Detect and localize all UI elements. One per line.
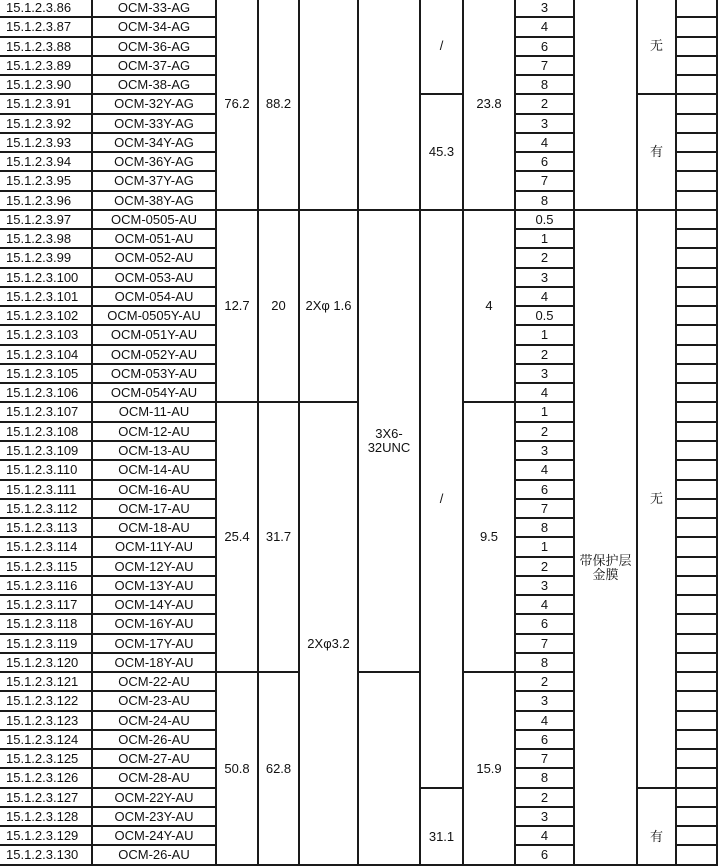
row-number-cell: 15.1.2.3.111 [0, 481, 93, 500]
quantity-cell: 4 [516, 596, 575, 615]
blank-cell [677, 558, 718, 577]
merged-cell-c7: 9.5 [464, 403, 516, 673]
blank-cell [677, 192, 718, 211]
merged-cell-c2: 25.4 [217, 403, 259, 673]
row-number-cell: 15.1.2.3.125 [0, 750, 93, 769]
row-number-cell: 15.1.2.3.128 [0, 808, 93, 827]
blank-cell [677, 461, 718, 481]
model-cell: OCM-12Y-AU [93, 558, 217, 577]
blank-cell [677, 153, 718, 172]
blank-cell [677, 38, 718, 57]
row-number-cell: 15.1.2.3.102 [0, 307, 93, 326]
row-number-cell: 15.1.2.3.117 [0, 596, 93, 615]
quantity-cell: 4 [516, 827, 575, 846]
quantity-cell: 0.5 [516, 211, 575, 230]
row-number-cell: 15.1.2.3.103 [0, 326, 93, 346]
blank-cell [677, 481, 718, 500]
merged-cell-c9: 带保护层金膜 [575, 211, 638, 866]
model-cell: OCM-26-AU [93, 846, 217, 866]
blank-cell [677, 500, 718, 519]
model-cell: OCM-051Y-AU [93, 326, 217, 346]
model-cell: OCM-24Y-AU [93, 827, 217, 846]
row-number-cell: 15.1.2.3.124 [0, 731, 93, 750]
model-cell: OCM-16-AU [93, 481, 217, 500]
row-number-cell: 15.1.2.3.91 [0, 95, 93, 115]
model-cell: OCM-14Y-AU [93, 596, 217, 615]
quantity-cell: 8 [516, 519, 575, 538]
quantity-cell: 2 [516, 249, 575, 269]
model-cell: OCM-12-AU [93, 423, 217, 442]
model-cell: OCM-16Y-AU [93, 615, 217, 635]
merged-cell-c9 [575, 0, 638, 211]
quantity-cell: 2 [516, 558, 575, 577]
blank-cell [677, 269, 718, 288]
blank-cell [677, 423, 718, 442]
blank-cell [677, 635, 718, 654]
quantity-cell: 6 [516, 38, 575, 57]
blank-cell [677, 731, 718, 750]
row-number-cell: 15.1.2.3.114 [0, 538, 93, 558]
model-cell: OCM-14-AU [93, 461, 217, 481]
blank-cell [677, 0, 718, 18]
quantity-cell: 7 [516, 635, 575, 654]
blank-cell [677, 307, 718, 326]
blank-cell [677, 712, 718, 731]
blank-cell [677, 346, 718, 365]
row-number-cell: 15.1.2.3.123 [0, 712, 93, 731]
quantity-cell: 2 [516, 423, 575, 442]
quantity-cell: 4 [516, 288, 575, 307]
row-number-cell: 15.1.2.3.92 [0, 115, 93, 134]
blank-cell [677, 230, 718, 249]
row-number-cell: 15.1.2.3.130 [0, 846, 93, 866]
row-number-cell: 15.1.2.3.121 [0, 673, 93, 692]
blank-cell [677, 384, 718, 403]
blank-cell [677, 654, 718, 673]
quantity-cell: 2 [516, 346, 575, 365]
model-cell: OCM-34Y-AG [93, 134, 217, 153]
quantity-cell: 3 [516, 269, 575, 288]
merged-cell-c7: 4 [464, 211, 516, 403]
row-number-cell: 15.1.2.3.100 [0, 269, 93, 288]
merged-cell-c6: 45.3 [421, 95, 464, 211]
model-cell: OCM-052-AU [93, 249, 217, 269]
row-number-cell: 15.1.2.3.129 [0, 827, 93, 846]
blank-cell [677, 750, 718, 769]
model-cell: OCM-13-AU [93, 442, 217, 461]
row-number-cell: 15.1.2.3.107 [0, 403, 93, 423]
merged-cell-c4 [300, 0, 359, 211]
blank-cell [677, 846, 718, 866]
model-cell: OCM-0505-AU [93, 211, 217, 230]
model-cell: OCM-37-AG [93, 57, 217, 76]
quantity-cell: 4 [516, 384, 575, 403]
model-cell: OCM-0505Y-AU [93, 307, 217, 326]
quantity-cell: 8 [516, 192, 575, 211]
merged-cell-c5: 3X6-32UNC [359, 211, 421, 673]
row-number-cell: 15.1.2.3.126 [0, 769, 93, 789]
model-cell: OCM-33Y-AG [93, 115, 217, 134]
quantity-cell: 3 [516, 442, 575, 461]
quantity-cell: 6 [516, 846, 575, 866]
model-cell: OCM-18-AU [93, 519, 217, 538]
quantity-cell: 4 [516, 18, 575, 38]
blank-cell [677, 95, 718, 115]
merged-cell-c3: 88.2 [259, 0, 300, 211]
model-cell: OCM-37Y-AG [93, 172, 217, 192]
row-number-cell: 15.1.2.3.98 [0, 230, 93, 249]
model-cell: OCM-38Y-AG [93, 192, 217, 211]
model-cell: OCM-24-AU [93, 712, 217, 731]
quantity-cell: 6 [516, 481, 575, 500]
row-number-cell: 15.1.2.3.97 [0, 211, 93, 230]
blank-cell [677, 442, 718, 461]
quantity-cell: 6 [516, 153, 575, 172]
row-number-cell: 15.1.2.3.89 [0, 57, 93, 76]
row-number-cell: 15.1.2.3.113 [0, 519, 93, 538]
model-cell: OCM-23-AU [93, 692, 217, 712]
quantity-cell: 1 [516, 403, 575, 423]
quantity-cell: 0.5 [516, 307, 575, 326]
blank-cell [677, 827, 718, 846]
quantity-cell: 8 [516, 769, 575, 789]
model-cell: OCM-053Y-AU [93, 365, 217, 384]
blank-cell [677, 115, 718, 134]
row-number-cell: 15.1.2.3.93 [0, 134, 93, 153]
blank-cell [677, 211, 718, 230]
merged-cell-c3: 31.7 [259, 403, 300, 673]
quantity-cell: 4 [516, 134, 575, 153]
blank-cell [677, 326, 718, 346]
row-number-cell: 15.1.2.3.115 [0, 558, 93, 577]
row-number-cell: 15.1.2.3.120 [0, 654, 93, 673]
quantity-cell: 3 [516, 808, 575, 827]
blank-cell [677, 57, 718, 76]
row-number-cell: 15.1.2.3.94 [0, 153, 93, 172]
quantity-cell: 8 [516, 76, 575, 95]
row-number-cell: 15.1.2.3.86 [0, 0, 93, 18]
model-cell: OCM-13Y-AU [93, 577, 217, 596]
row-number-cell: 15.1.2.3.99 [0, 249, 93, 269]
model-cell: OCM-32Y-AG [93, 95, 217, 115]
row-number-cell: 15.1.2.3.96 [0, 192, 93, 211]
blank-cell [677, 172, 718, 192]
model-cell: OCM-23Y-AU [93, 808, 217, 827]
model-cell: OCM-33-AG [93, 0, 217, 18]
merged-cell-c4: 2Xφ 1.6 [300, 211, 359, 403]
blank-cell [677, 18, 718, 38]
row-number-cell: 15.1.2.3.119 [0, 635, 93, 654]
row-number-cell: 15.1.2.3.118 [0, 615, 93, 635]
quantity-cell: 2 [516, 789, 575, 808]
row-number-cell: 15.1.2.3.104 [0, 346, 93, 365]
row-number-cell: 15.1.2.3.112 [0, 500, 93, 519]
blank-cell [677, 615, 718, 635]
blank-cell [677, 249, 718, 269]
row-number-cell: 15.1.2.3.95 [0, 172, 93, 192]
quantity-cell: 1 [516, 326, 575, 346]
blank-cell [677, 673, 718, 692]
quantity-cell: 3 [516, 115, 575, 134]
blank-cell [677, 403, 718, 423]
model-cell: OCM-22Y-AU [93, 789, 217, 808]
merged-cell-c2: 76.2 [217, 0, 259, 211]
quantity-cell: 4 [516, 712, 575, 731]
model-cell: OCM-22-AU [93, 673, 217, 692]
quantity-cell: 7 [516, 750, 575, 769]
blank-cell [677, 538, 718, 558]
blank-cell [677, 577, 718, 596]
model-cell: OCM-28-AU [93, 769, 217, 789]
merged-cell-c4: 2Xφ3.2 [300, 403, 359, 866]
row-number-cell: 15.1.2.3.101 [0, 288, 93, 307]
merged-cell-c7: 23.8 [464, 0, 516, 211]
row-number-cell: 15.1.2.3.106 [0, 384, 93, 403]
model-cell: OCM-054-AU [93, 288, 217, 307]
merged-cell-c10: 有 [638, 95, 677, 211]
blank-cell [677, 134, 718, 153]
merged-cell-c6: / [421, 0, 464, 95]
quantity-cell: 7 [516, 57, 575, 76]
blank-cell [677, 76, 718, 95]
merged-cell-c6: 31.1 [421, 789, 464, 866]
quantity-cell: 1 [516, 538, 575, 558]
model-cell: OCM-053-AU [93, 269, 217, 288]
merged-cell-c2: 50.8 [217, 673, 259, 866]
quantity-cell: 3 [516, 577, 575, 596]
row-number-cell: 15.1.2.3.108 [0, 423, 93, 442]
model-cell: OCM-36Y-AG [93, 153, 217, 172]
model-cell: OCM-11-AU [93, 403, 217, 423]
model-cell: OCM-27-AU [93, 750, 217, 769]
row-number-cell: 15.1.2.3.127 [0, 789, 93, 808]
row-number-cell: 15.1.2.3.122 [0, 692, 93, 712]
quantity-cell: 7 [516, 500, 575, 519]
model-cell: OCM-34-AG [93, 18, 217, 38]
model-cell: OCM-054Y-AU [93, 384, 217, 403]
merged-cell-c6: / [421, 211, 464, 789]
merged-cell-c10: 无 [638, 0, 677, 95]
blank-cell [677, 288, 718, 307]
row-number-cell: 15.1.2.3.105 [0, 365, 93, 384]
blank-cell [677, 692, 718, 712]
quantity-cell: 6 [516, 615, 575, 635]
blank-cell [677, 808, 718, 827]
merged-cell-c5 [359, 0, 421, 211]
quantity-cell: 7 [516, 172, 575, 192]
quantity-cell: 8 [516, 654, 575, 673]
merged-cell-c3: 20 [259, 211, 300, 403]
blank-cell [677, 596, 718, 615]
blank-cell [677, 365, 718, 384]
merged-cell-c10: 有 [638, 789, 677, 866]
merged-cell-c10: 无 [638, 211, 677, 789]
quantity-cell: 3 [516, 365, 575, 384]
model-cell: OCM-36-AG [93, 38, 217, 57]
model-cell: OCM-18Y-AU [93, 654, 217, 673]
model-cell: OCM-17-AU [93, 500, 217, 519]
quantity-cell: 3 [516, 692, 575, 712]
row-number-cell: 15.1.2.3.90 [0, 76, 93, 95]
model-cell: OCM-051-AU [93, 230, 217, 249]
blank-cell [677, 769, 718, 789]
row-number-cell: 15.1.2.3.109 [0, 442, 93, 461]
model-cell: OCM-11Y-AU [93, 538, 217, 558]
model-cell: OCM-38-AG [93, 76, 217, 95]
model-cell: OCM-17Y-AU [93, 635, 217, 654]
merged-cell-c7: 15.9 [464, 673, 516, 866]
row-number-cell: 15.1.2.3.88 [0, 38, 93, 57]
merged-cell-c2: 12.7 [217, 211, 259, 403]
quantity-cell: 6 [516, 731, 575, 750]
quantity-cell: 2 [516, 95, 575, 115]
blank-cell [677, 519, 718, 538]
quantity-cell: 1 [516, 230, 575, 249]
quantity-cell: 2 [516, 673, 575, 692]
model-cell: OCM-26-AU [93, 731, 217, 750]
row-number-cell: 15.1.2.3.110 [0, 461, 93, 481]
model-cell: OCM-052Y-AU [93, 346, 217, 365]
row-number-cell: 15.1.2.3.87 [0, 18, 93, 38]
blank-cell [677, 789, 718, 808]
quantity-cell: 3 [516, 0, 575, 18]
quantity-cell: 4 [516, 461, 575, 481]
row-number-cell: 15.1.2.3.116 [0, 577, 93, 596]
merged-cell-c3: 62.8 [259, 673, 300, 866]
merged-cell-c5 [359, 673, 421, 866]
